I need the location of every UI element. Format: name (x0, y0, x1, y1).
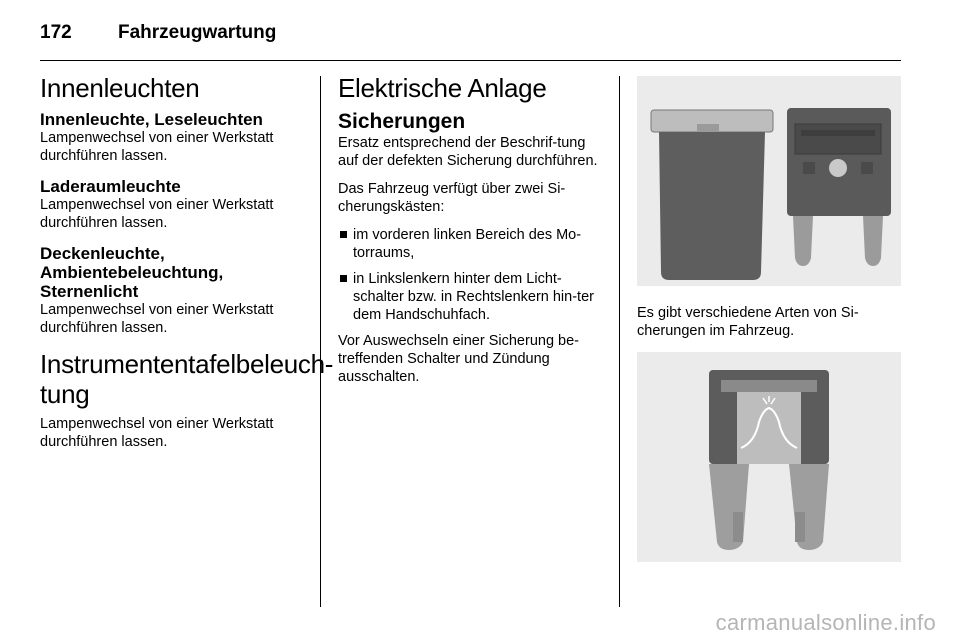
section-title-elektrische-anlage: Elektrische Anlage (338, 73, 547, 103)
column-divider-2 (619, 76, 620, 607)
list-item (338, 270, 604, 324)
subtitle-sicherungen: Sicherungen (338, 110, 466, 133)
fuse-pair-icon (637, 76, 901, 286)
section-innenleuchte (40, 110, 302, 165)
bullet-square-icon (340, 231, 347, 238)
text-fuse-types: Es gibt verschiedene Arten von Si-cherungen im Fahrzeug. (637, 305, 859, 339)
header-rule (40, 60, 901, 61)
heading-deckenleuchte-line3: Sternenlicht (40, 282, 139, 301)
list-item-text: im vorderen linken Bereich des Mo-torraums, (353, 227, 582, 261)
text-innenleuchte: Lampenwechsel von einer Werkstatt durchführen lassen. (40, 130, 274, 164)
page-header (40, 18, 276, 48)
column-divider-1 (320, 76, 321, 607)
watermark: carmanualsonline.info (715, 610, 936, 635)
heading-laderaumleuchte: Laderaumleuchte (40, 177, 181, 196)
title-instrument-line1: Instrumententafelbeleuch- (40, 349, 334, 379)
text-instrument: Lampenwechsel von einer Werkstatt durchführen lassen. (40, 416, 274, 450)
fuse-types-illustration (637, 76, 901, 286)
bullet-list (338, 226, 604, 324)
mini-fuse-icon (637, 352, 901, 562)
heading-deckenleuchte-line1: Deckenleuchte, (40, 244, 165, 263)
text-auswechseln: Vor Auswechseln einer Sicherung be-treffenden Schalter und Zündung ausschalten. (338, 333, 580, 385)
list-item (338, 226, 604, 262)
column-electrical (338, 72, 604, 396)
section-title-innenleuchten: Innenleuchten (40, 73, 200, 103)
text-sicherungskaesten: Das Fahrzeug verfügt über zwei Si-cherungskästen: (338, 181, 566, 215)
title-instrument-line2: tung (40, 379, 90, 409)
text-deckenleuchte: Lampenwechsel von einer Werkstatt durchführen lassen. (40, 302, 274, 336)
page-number: 172 (40, 22, 72, 43)
bullet-square-icon (340, 275, 347, 282)
list-item-text: in Linkslenkern hinter dem Licht-schalter bzw. in Rechtslenkern hin-ter dem Handschuhfach. (353, 271, 594, 323)
heading-deckenleuchte-line2: Ambientebeleuchtung, (40, 263, 224, 282)
heading-innenleuchte: Innenleuchte, Leseleuchten (40, 110, 263, 129)
chapter-title: Fahrzeugwartung (118, 22, 277, 43)
column-interior-lights (40, 72, 334, 461)
section-laderaumleuchte (40, 177, 302, 232)
text-laderaumleuchte: Lampenwechsel von einer Werkstatt durchführen lassen. (40, 197, 274, 231)
mini-fuse-illustration (637, 352, 901, 562)
text-ersatz: Ersatz entsprechend der Beschrif-tung auf der defekten Sicherung durchführen. (338, 135, 598, 169)
column-fuse-images (637, 72, 901, 562)
section-deckenleuchte (40, 244, 302, 337)
section-title-instrument (40, 349, 334, 409)
